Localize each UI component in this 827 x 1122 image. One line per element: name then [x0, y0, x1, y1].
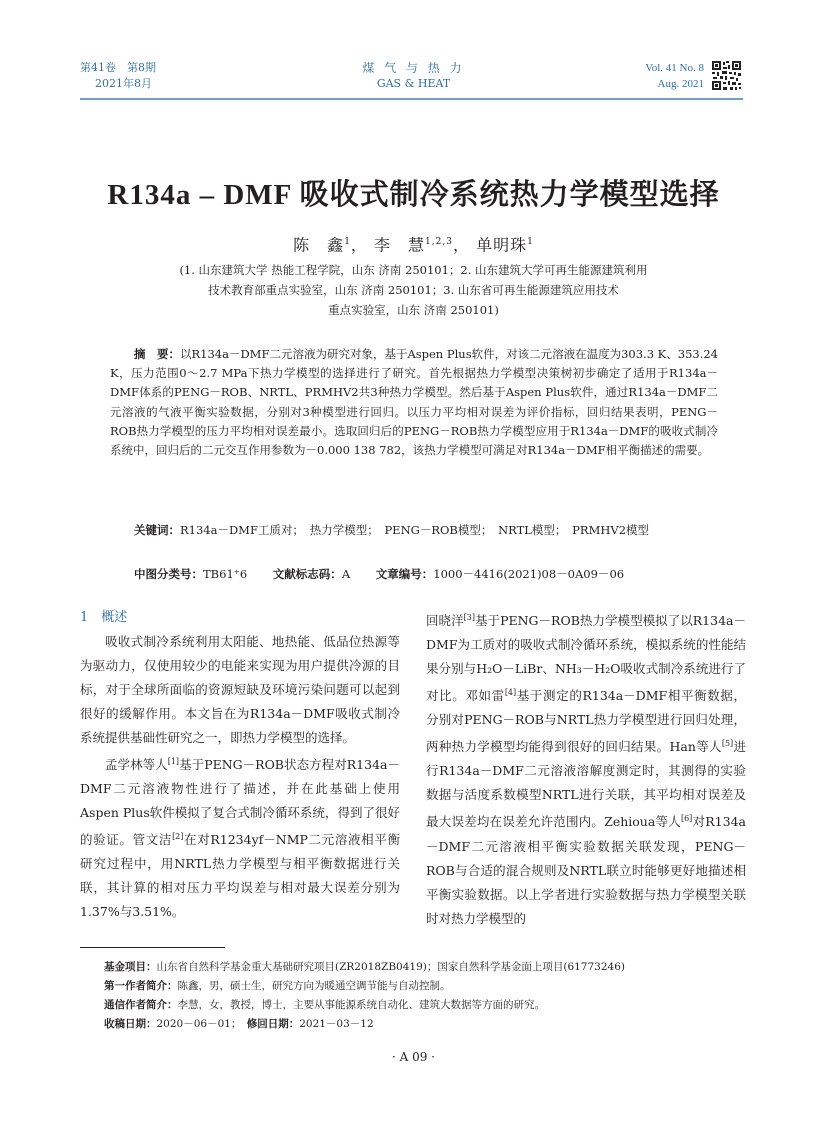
classification-line: [134, 566, 734, 582]
body-text: 基于PENG－ROB热力学模型模拟了以R134a－DMF为工质对的吸收式制冷循环系统，模拟系统的性能结果分别与H₂O－LiBr、NH₃－H₂O吸收式制冷系统进行了对比。邓如雷: [426, 613, 746, 704]
body-column-left: [80, 606, 400, 924]
footnote-dates: [104, 1015, 744, 1034]
affiliations: [100, 260, 727, 320]
affiliation-line: 技术教育部重点实验室，山东 济南 250101；3. 山东省可再生能源建筑应用技术: [208, 283, 619, 297]
author-separator: ，: [452, 235, 470, 255]
footnote-label: 修回日期：: [246, 1018, 300, 1030]
citation-ref: [6]: [680, 814, 693, 824]
author-name: 单明珠: [476, 235, 528, 255]
body-text: 基于测定的R134a－DMF相平衡数据，分别对PENG－ROB与NRTL热力学模型进行回归处理，两种热力学模型均能得到很好的回归结果。Han等人: [426, 688, 746, 755]
footnote-text: 陈鑫，男，硕士生，研究方向为暖通空调节能与自动控制。: [177, 980, 451, 992]
clc-value: TB61⁺6: [203, 567, 248, 581]
author-list: [0, 231, 827, 256]
author-affil-mark: 1,2,3: [425, 237, 453, 247]
keywords-label: 关键词：: [134, 523, 180, 537]
section-heading: 1 概述: [80, 610, 128, 625]
header-divider: [80, 98, 743, 100]
body-text: 基于PENG－ROB状态方程对R134a－DMF二元溶液物性进行了描述，并在此基础上使用Aspen Plus软件模拟了复合式制冷循环系统，得到了很好的验证。管文洁: [80, 757, 400, 848]
author-separator: ，: [350, 235, 368, 255]
footnote-text: 2020－06－01；: [156, 1018, 237, 1030]
citation-ref: [2]: [172, 832, 184, 842]
article-no-label: 文章编号：: [375, 567, 434, 581]
footnote-first-author: [104, 977, 744, 996]
keywords: [110, 521, 718, 540]
footnotes: [104, 958, 744, 1034]
footnote-label: 第一作者简介：: [104, 980, 178, 992]
body-paragraph: [426, 606, 746, 931]
footnote-text: 山东省自然科学基金重大基础研究项目(ZR2018ZB0419)；国家自然科学基金面上项目(61773246): [156, 961, 625, 973]
footnote-label: 收稿日期：: [104, 1018, 157, 1030]
footnote-label: 基金项目：: [104, 961, 157, 973]
body-text: 回晓洋: [426, 613, 464, 629]
body-text: 在对R1234yf－NMP二元溶液相平衡研究过程中，用NRTL热力学模型与相平衡数据进行关联，其计算的相对压力平均误差与相对最大误差分别为1.37%与3.51%。: [80, 832, 400, 920]
body-text: 孟学林等人: [105, 757, 168, 773]
paper-title: R134a – DMF 吸收式制冷系统热力学模型选择: [107, 179, 720, 211]
footnote-corresponding-author: [104, 996, 744, 1015]
citation-ref: [3]: [463, 613, 475, 622]
body-text: 进行R134a－DMF二元溶液溶解度测定时，其测得的实验数据与活度系数模型NRTL进行关联，其平均相对误差及最大误差均在误差允许范围内。Zehioua等人: [426, 739, 746, 830]
author-name: 李 慧: [374, 235, 426, 255]
footnote-divider: [80, 947, 225, 948]
volume-en: Vol. 41 No. 8: [645, 62, 704, 74]
body-text: 对R134a－DMF二元溶液相平衡实验数据关联发现，PENG－ROB与合适的混合规则及NRTL联立时能够更好地描述相平衡实验数据。以上学者进行实验数据与热力学模型关联时对热力学模型的: [426, 814, 746, 926]
author-affil-mark: 1: [527, 237, 534, 247]
journal-name-cn: 煤 气 与 热 力: [362, 61, 465, 75]
page-number: · A 09 ·: [391, 1050, 435, 1064]
clc-label: 中图分类号：: [134, 567, 203, 581]
body-paragraph: [80, 750, 400, 924]
author-name: 陈 鑫: [293, 235, 345, 255]
abstract-label: 摘 要：: [134, 347, 180, 361]
header-right: [628, 60, 704, 92]
doc-code-label: 文献标志码：: [272, 567, 342, 581]
affiliation-line: 重点实验室，山东 济南 250101): [328, 303, 499, 317]
keywords-text: R134a－DMF工质对； 热力学模型； PENG－ROB模型； NRTL模型； PRMHV2模型: [180, 523, 650, 537]
footnote-funding: [104, 958, 744, 977]
citation-ref: [5]: [721, 739, 734, 749]
body-column-right: [426, 606, 746, 931]
body-paragraph: 吸收式制冷系统利用太阳能、地热能、低品位热源等为驱动力，仅使用较少的电能来实现为用户提供冷源的目标，对于全球所面临的资源短缺及环境污染问题可以起到很好的缓解作用。本文旨在为R134a－DMF吸收式制冷系统提供基础性研究之一，即热力学模型的选择。: [80, 634, 400, 745]
citation-ref: [1]: [167, 757, 180, 766]
footnote-text: 2021－03－12: [299, 1018, 374, 1030]
citation-ref: [4]: [504, 688, 517, 698]
footnote-label: 通信作者简介：: [104, 999, 178, 1011]
doc-code-value: A: [341, 567, 351, 581]
abstract-text: 以R134a－DMF二元溶液为研究对象，基于Aspen Plus软件，对该二元溶液在温度为303.3 K、353.24 K，压力范围0～2.7 MPa下热力学模型的选择进行了研究。首先根据热力学模型决策树初步确定了适用于R134a－DMF体系的PENG－ROB、NRTL、PRMHV2共3种热力学模型。然后基于Aspen Plus软件，通过R134a－DMF二元溶液的气液平衡实验数据，分别对3种模型进行回归。以压力平均相对误差为评价指标，回归结果表明，PENG－ROB热力学模型的压力平均相对误差最小。选取回归后的PENG－ROB热力学模型应用于R134a－DMF的吸收式制冷系统中，回归后的二元交互作用参数为－0.000 138 782，该热力学模型可满足对R134a－DMF相平衡描述的需要。: [110, 347, 719, 458]
journal-name-en: GAS & HEAT: [376, 77, 451, 90]
issue-date: 2021年8月: [95, 77, 152, 90]
date-en: Aug. 2021: [657, 78, 704, 90]
abstract: [110, 345, 718, 460]
affiliation-line: (1. 山东建筑大学 热能工程学院，山东 济南 250101；2. 山东建筑大学可再生能源建筑利用: [179, 263, 648, 277]
footnote-text: 李慧，女，教授，博士，主要从事能源系统自动化、建筑大数据等方面的研究。: [177, 999, 545, 1011]
author-affil-mark: 1: [344, 237, 351, 247]
qr-code-icon: [711, 60, 742, 91]
volume-issue: 第41卷 第8期: [80, 61, 156, 74]
article-no-value: 1000－4416(2021)08－0A09－06: [433, 567, 625, 581]
